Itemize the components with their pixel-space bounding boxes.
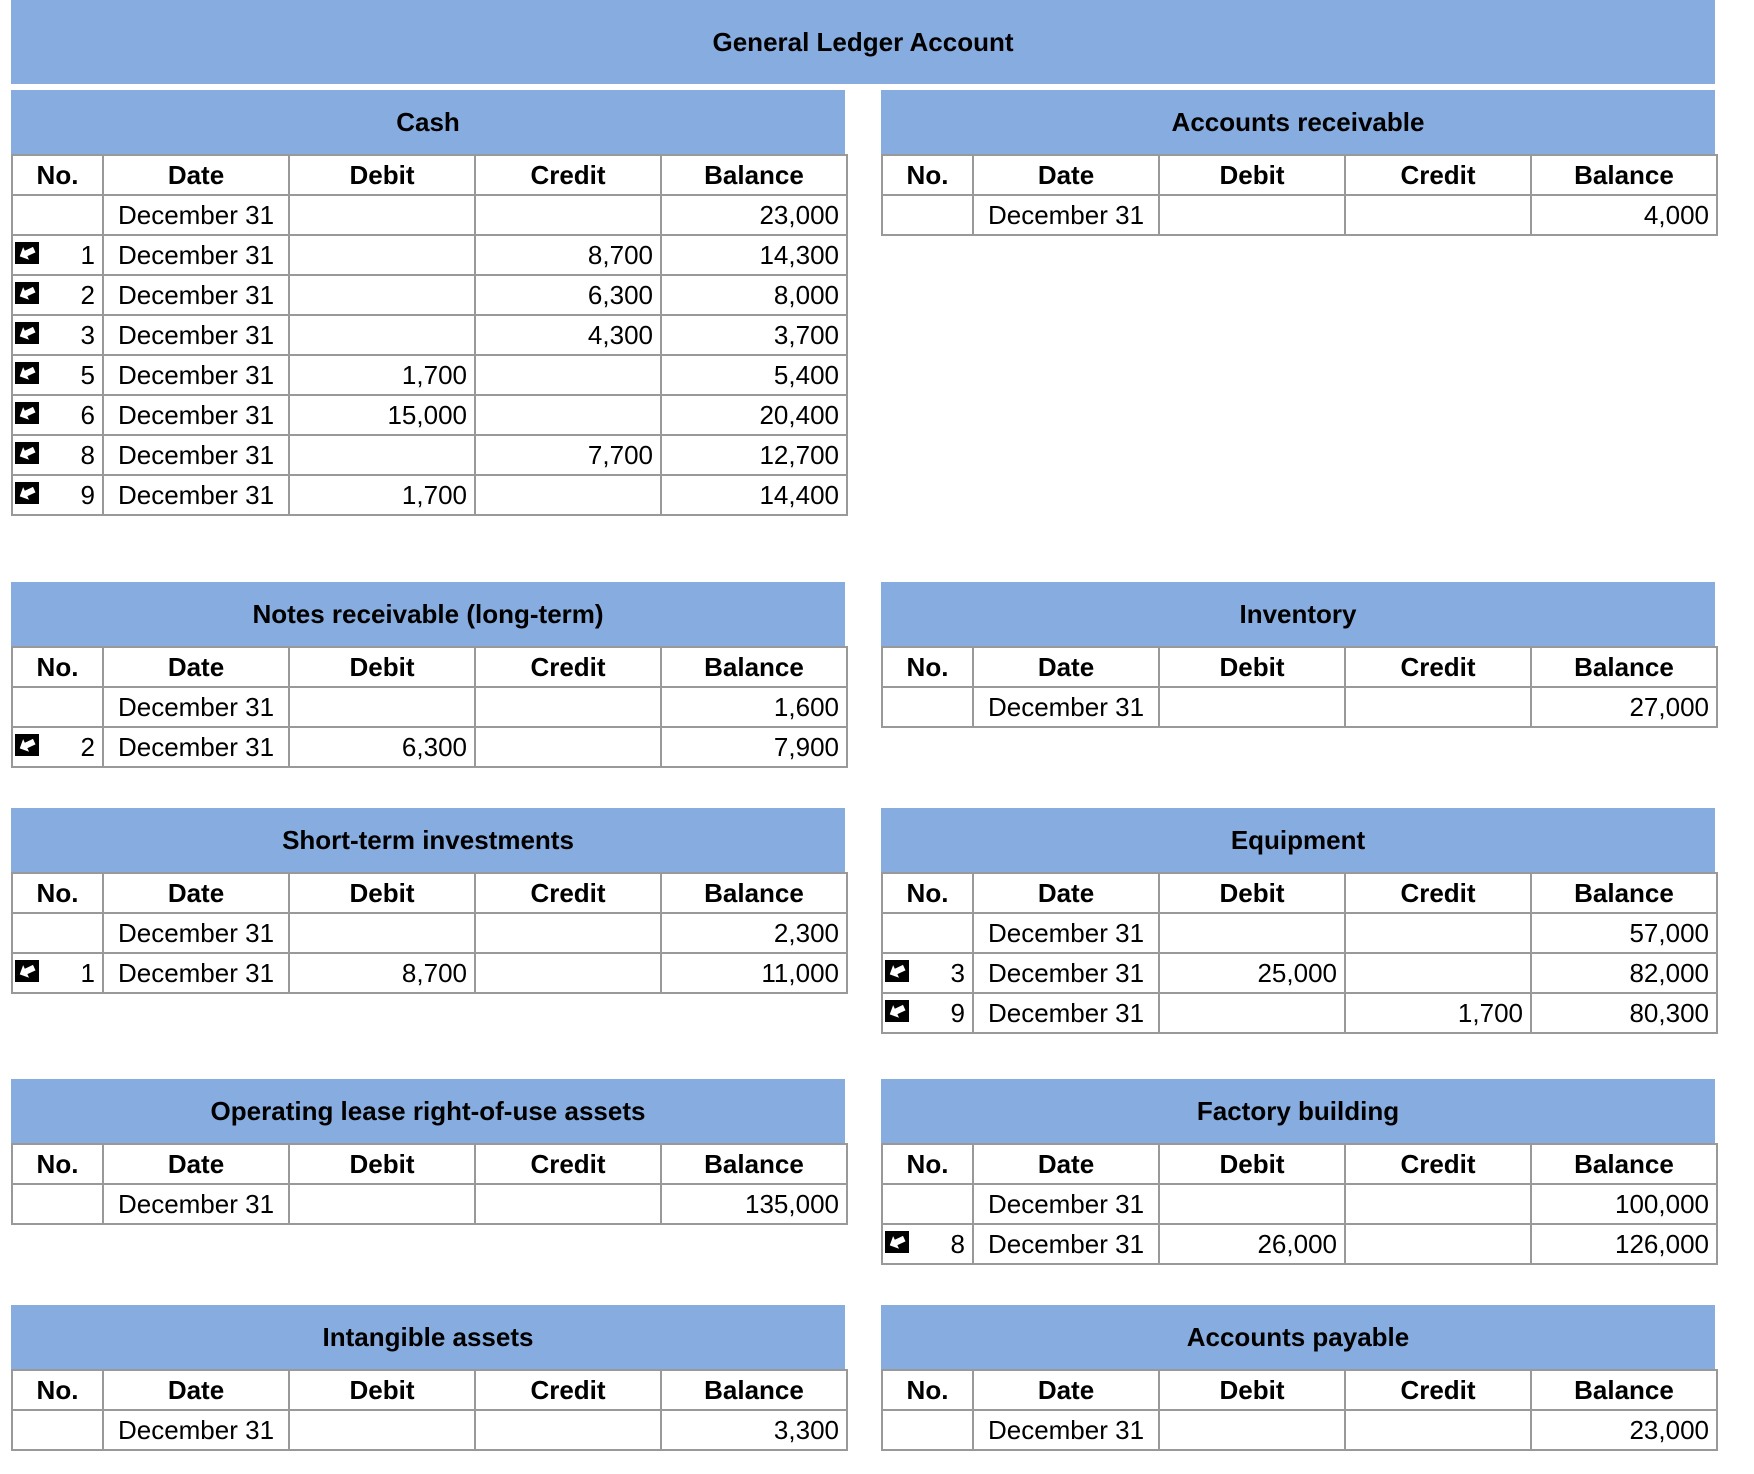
date-cell: December 31: [103, 235, 289, 275]
entry-number: 2: [80, 279, 95, 310]
col-header-credit: Credit: [1345, 1144, 1531, 1184]
credit-cell: [475, 1410, 661, 1450]
table-row: [12, 275, 847, 315]
table-row: [12, 913, 847, 953]
entry-number: 6: [80, 399, 95, 430]
balance-cell: 11,000: [661, 953, 847, 993]
back-arrow-icon[interactable]: [15, 362, 39, 384]
col-header-balance: Balance: [1531, 1144, 1717, 1184]
table-row: [12, 235, 847, 275]
account-title: Equipment: [881, 808, 1715, 872]
col-header-no: No.: [882, 873, 973, 913]
balance-cell: 14,300: [661, 235, 847, 275]
ledger-intangible-assets: [11, 1305, 845, 1451]
col-header-date: Date: [973, 1370, 1159, 1410]
table-row: [882, 1184, 1717, 1224]
back-arrow-icon[interactable]: [885, 1231, 909, 1253]
col-header-debit: Debit: [1159, 647, 1345, 687]
debit-cell: [1159, 993, 1345, 1033]
header-row: [882, 1370, 1717, 1410]
date-cell: December 31: [103, 195, 289, 235]
credit-cell: [1345, 687, 1531, 727]
table-row: [12, 1184, 847, 1224]
col-header-credit: Credit: [1345, 155, 1531, 195]
entry-no-cell: [12, 195, 103, 235]
balance-cell: 80,300: [1531, 993, 1717, 1033]
col-header-debit: Debit: [289, 1144, 475, 1184]
col-header-credit: Credit: [1345, 873, 1531, 913]
account-title: Operating lease right-of-use assets: [11, 1079, 845, 1143]
col-header-date: Date: [103, 1370, 289, 1410]
debit-cell: 1,700: [289, 475, 475, 515]
col-header-date: Date: [103, 155, 289, 195]
entry-no-cell: [12, 435, 103, 475]
header-row: [12, 647, 847, 687]
date-cell: December 31: [973, 195, 1159, 235]
col-header-balance: Balance: [661, 155, 847, 195]
credit-cell: 1,700: [1345, 993, 1531, 1033]
header-row: [882, 155, 1717, 195]
col-header-date: Date: [973, 873, 1159, 913]
col-header-debit: Debit: [1159, 1370, 1345, 1410]
credit-cell: [1345, 195, 1531, 235]
entry-number: 1: [80, 239, 95, 270]
ledger-table: [11, 1369, 848, 1451]
debit-cell: 15,000: [289, 395, 475, 435]
account-title: Accounts receivable: [881, 90, 1715, 154]
ledger-accounts-receivable: [881, 90, 1715, 236]
col-header-balance: Balance: [661, 1144, 847, 1184]
back-arrow-icon[interactable]: [15, 282, 39, 304]
debit-cell: [289, 315, 475, 355]
account-title: Notes receivable (long-term): [11, 582, 845, 646]
table-row: [882, 953, 1717, 993]
balance-cell: 23,000: [661, 195, 847, 235]
col-header-date: Date: [103, 647, 289, 687]
debit-cell: 25,000: [1159, 953, 1345, 993]
table-row: [12, 395, 847, 435]
entry-no-cell: [882, 913, 973, 953]
entry-no-cell: [12, 275, 103, 315]
back-arrow-icon[interactable]: [15, 442, 39, 464]
balance-cell: 14,400: [661, 475, 847, 515]
ledger-equipment: [881, 808, 1715, 1034]
entry-no-cell: [12, 913, 103, 953]
credit-cell: 8,700: [475, 235, 661, 275]
date-cell: December 31: [973, 953, 1159, 993]
col-header-no: No.: [12, 1370, 103, 1410]
debit-cell: [289, 1410, 475, 1450]
header-row: [12, 1144, 847, 1184]
back-arrow-icon[interactable]: [15, 402, 39, 424]
col-header-no: No.: [882, 1370, 973, 1410]
table-row: [882, 1410, 1717, 1450]
ledger-short-term-investments: [11, 808, 845, 994]
ledger-accounts-payable: [881, 1305, 1715, 1451]
date-cell: December 31: [973, 687, 1159, 727]
credit-cell: [1345, 1184, 1531, 1224]
credit-cell: [475, 913, 661, 953]
back-arrow-icon[interactable]: [15, 734, 39, 756]
entry-no-cell: [882, 1410, 973, 1450]
header-row: [12, 155, 847, 195]
table-row: [12, 435, 847, 475]
table-row: [12, 475, 847, 515]
date-cell: December 31: [973, 1184, 1159, 1224]
table-row: [882, 1224, 1717, 1264]
account-title: Short-term investments: [11, 808, 845, 872]
entry-no-cell: [882, 993, 973, 1033]
balance-cell: 12,700: [661, 435, 847, 475]
entry-number: 1: [80, 957, 95, 988]
entry-number: 5: [80, 359, 95, 390]
credit-cell: [475, 395, 661, 435]
debit-cell: [1159, 195, 1345, 235]
date-cell: December 31: [103, 913, 289, 953]
ledger-table: [11, 154, 848, 516]
entry-number: 9: [950, 997, 965, 1028]
back-arrow-icon[interactable]: [15, 482, 39, 504]
header-row: [12, 873, 847, 913]
col-header-credit: Credit: [475, 873, 661, 913]
page-title: General Ledger Account: [11, 0, 1715, 84]
balance-cell: 126,000: [1531, 1224, 1717, 1264]
ledger-factory-building: [881, 1079, 1715, 1265]
col-header-date: Date: [973, 155, 1159, 195]
ledger-table: [881, 646, 1718, 728]
date-cell: December 31: [973, 993, 1159, 1033]
entry-no-cell: [12, 395, 103, 435]
account-title: Accounts payable: [881, 1305, 1715, 1369]
balance-cell: 20,400: [661, 395, 847, 435]
col-header-balance: Balance: [1531, 873, 1717, 913]
entry-number: 2: [80, 731, 95, 762]
back-arrow-icon[interactable]: [15, 242, 39, 264]
credit-cell: [475, 953, 661, 993]
back-arrow-icon[interactable]: [885, 960, 909, 982]
entry-no-cell: [12, 953, 103, 993]
date-cell: December 31: [103, 275, 289, 315]
credit-cell: [475, 195, 661, 235]
date-cell: December 31: [103, 355, 289, 395]
table-row: [12, 687, 847, 727]
table-row: [12, 953, 847, 993]
account-title: Intangible assets: [11, 1305, 845, 1369]
balance-cell: 4,000: [1531, 195, 1717, 235]
entry-no-cell: [12, 687, 103, 727]
balance-cell: 3,300: [661, 1410, 847, 1450]
col-header-balance: Balance: [661, 873, 847, 913]
date-cell: December 31: [103, 315, 289, 355]
debit-cell: [1159, 1184, 1345, 1224]
debit-cell: [1159, 687, 1345, 727]
balance-cell: 3,700: [661, 315, 847, 355]
col-header-debit: Debit: [289, 1370, 475, 1410]
col-header-date: Date: [973, 647, 1159, 687]
date-cell: December 31: [103, 475, 289, 515]
col-header-credit: Credit: [475, 1370, 661, 1410]
date-cell: December 31: [973, 913, 1159, 953]
ledger-cash: [11, 90, 845, 516]
date-cell: December 31: [973, 1410, 1159, 1450]
date-cell: December 31: [103, 687, 289, 727]
balance-cell: 8,000: [661, 275, 847, 315]
col-header-credit: Credit: [1345, 647, 1531, 687]
credit-cell: [1345, 953, 1531, 993]
date-cell: December 31: [103, 727, 289, 767]
entry-no-cell: [882, 195, 973, 235]
col-header-no: No.: [882, 155, 973, 195]
entry-number: 8: [80, 439, 95, 470]
balance-cell: 135,000: [661, 1184, 847, 1224]
back-arrow-icon[interactable]: [15, 960, 39, 982]
col-header-no: No.: [882, 647, 973, 687]
debit-cell: [289, 275, 475, 315]
date-cell: December 31: [103, 1410, 289, 1450]
balance-cell: 57,000: [1531, 913, 1717, 953]
entry-number: 8: [950, 1228, 965, 1259]
ledger-notes-receivable-long-term: [11, 582, 845, 768]
entry-no-cell: [882, 1184, 973, 1224]
table-row: [12, 1410, 847, 1450]
account-title: Factory building: [881, 1079, 1715, 1143]
balance-cell: 23,000: [1531, 1410, 1717, 1450]
col-header-balance: Balance: [1531, 647, 1717, 687]
date-cell: December 31: [103, 435, 289, 475]
col-header-date: Date: [103, 873, 289, 913]
table-row: [12, 195, 847, 235]
credit-cell: [475, 687, 661, 727]
credit-cell: [1345, 1224, 1531, 1264]
credit-cell: [475, 727, 661, 767]
debit-cell: [289, 235, 475, 275]
table-row: [882, 913, 1717, 953]
entry-no-cell: [12, 235, 103, 275]
ledger-table: [11, 1143, 848, 1225]
table-row: [882, 687, 1717, 727]
entry-number: 9: [80, 479, 95, 510]
balance-cell: 100,000: [1531, 1184, 1717, 1224]
entry-no-cell: [882, 1224, 973, 1264]
col-header-debit: Debit: [1159, 873, 1345, 913]
debit-cell: [289, 195, 475, 235]
balance-cell: 5,400: [661, 355, 847, 395]
col-header-date: Date: [103, 1144, 289, 1184]
account-title: Cash: [11, 90, 845, 154]
debit-cell: 26,000: [1159, 1224, 1345, 1264]
col-header-no: No.: [12, 873, 103, 913]
back-arrow-icon[interactable]: [15, 322, 39, 344]
date-cell: December 31: [103, 953, 289, 993]
col-header-credit: Credit: [475, 647, 661, 687]
entry-no-cell: [12, 475, 103, 515]
debit-cell: 1,700: [289, 355, 475, 395]
col-header-balance: Balance: [1531, 1370, 1717, 1410]
col-header-debit: Debit: [1159, 1144, 1345, 1184]
entry-no-cell: [882, 687, 973, 727]
credit-cell: [475, 1184, 661, 1224]
date-cell: December 31: [973, 1224, 1159, 1264]
entry-no-cell: [12, 1184, 103, 1224]
balance-cell: 82,000: [1531, 953, 1717, 993]
debit-cell: [1159, 1410, 1345, 1450]
col-header-balance: Balance: [661, 1370, 847, 1410]
ledger-table: [881, 1369, 1718, 1451]
debit-cell: [1159, 913, 1345, 953]
debit-cell: [289, 435, 475, 475]
account-title: Inventory: [881, 582, 1715, 646]
col-header-no: No.: [882, 1144, 973, 1184]
debit-cell: 6,300: [289, 727, 475, 767]
ledger-table: [881, 154, 1718, 236]
debit-cell: 8,700: [289, 953, 475, 993]
credit-cell: 6,300: [475, 275, 661, 315]
col-header-balance: Balance: [661, 647, 847, 687]
col-header-credit: Credit: [1345, 1370, 1531, 1410]
col-header-debit: Debit: [1159, 155, 1345, 195]
entry-no-cell: [12, 1410, 103, 1450]
header-row: [882, 647, 1717, 687]
col-header-debit: Debit: [289, 873, 475, 913]
ledger-table: [881, 872, 1718, 1034]
col-header-debit: Debit: [289, 155, 475, 195]
table-row: [12, 315, 847, 355]
table-row: [882, 195, 1717, 235]
balance-cell: 2,300: [661, 913, 847, 953]
entry-number: 3: [950, 957, 965, 988]
table-row: [882, 993, 1717, 1033]
col-header-credit: Credit: [475, 155, 661, 195]
ledger-inventory: [881, 582, 1715, 728]
entry-no-cell: [12, 355, 103, 395]
col-header-credit: Credit: [475, 1144, 661, 1184]
col-header-no: No.: [12, 1144, 103, 1184]
balance-cell: 1,600: [661, 687, 847, 727]
balance-cell: 27,000: [1531, 687, 1717, 727]
header-row: [12, 1370, 847, 1410]
credit-cell: 7,700: [475, 435, 661, 475]
col-header-no: No.: [12, 155, 103, 195]
entry-no-cell: [12, 315, 103, 355]
debit-cell: [289, 687, 475, 727]
balance-cell: 7,900: [661, 727, 847, 767]
table-row: [12, 727, 847, 767]
col-header-balance: Balance: [1531, 155, 1717, 195]
col-header-debit: Debit: [289, 647, 475, 687]
debit-cell: [289, 913, 475, 953]
table-row: [12, 355, 847, 395]
header-row: [882, 873, 1717, 913]
col-header-no: No.: [12, 647, 103, 687]
debit-cell: [289, 1184, 475, 1224]
credit-cell: [475, 475, 661, 515]
credit-cell: 4,300: [475, 315, 661, 355]
credit-cell: [1345, 1410, 1531, 1450]
credit-cell: [475, 355, 661, 395]
ledger-table: [881, 1143, 1718, 1265]
col-header-date: Date: [973, 1144, 1159, 1184]
back-arrow-icon[interactable]: [885, 1000, 909, 1022]
ledger-operating-lease-right-of-use-assets: [11, 1079, 845, 1225]
credit-cell: [1345, 913, 1531, 953]
ledger-table: [11, 646, 848, 768]
entry-no-cell: [882, 953, 973, 993]
header-row: [882, 1144, 1717, 1184]
date-cell: December 31: [103, 1184, 289, 1224]
date-cell: December 31: [103, 395, 289, 435]
ledger-table: [11, 872, 848, 994]
entry-no-cell: [12, 727, 103, 767]
entry-number: 3: [80, 319, 95, 350]
